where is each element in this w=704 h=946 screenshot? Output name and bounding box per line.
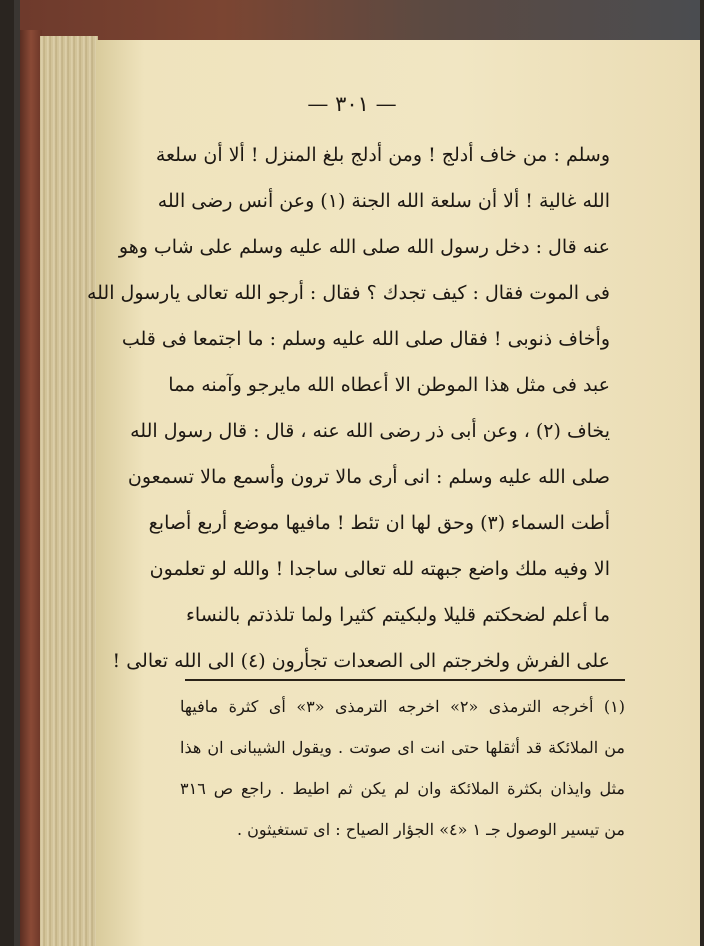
text-line: صلى الله عليه وسلم : انى أرى مالا ترون وأسمع مالا تسمعون	[127, 466, 610, 488]
text-line: فى الموت فقال : كيف تجدك ؟ فقال : أرجو الله تعالى يارسول الله	[86, 282, 610, 304]
text-line: وأخاف ذنوبى ! فقال صلى الله عليه وسلم : ما اجتمعا فى قلب	[121, 328, 610, 350]
text-line: الله غالية ! ألا أن سلعة الله الجنة (١) وعن أنس رضى الله	[157, 190, 610, 212]
book-spine	[20, 30, 42, 946]
footnote-line: من الملائكة قد أثقلها حتى انت اى صوتت . ويقول الشيبانى ان هذا	[180, 738, 625, 757]
text-line: يخاف (٢) ، وعن أبى ذر رضى الله عنه ، قال : قال رسول الله	[130, 420, 610, 442]
footnotes	[180, 686, 625, 850]
text-line: ما أعلم لضحكتم قليلا ولبكيتم كثيرا ولما تلذذتم بالنساء	[186, 604, 610, 626]
text-line: الا وفيه ملك واضع جبهته لله تعالى ساجدا ! والله لو تعلمون	[149, 558, 610, 580]
text-line: عبد فى مثل هذا الموطن الا أعطاه الله مايرجو وآمنه مما	[168, 374, 610, 396]
footnote-line: من تيسير الوصول جـ ١ «٤» الجؤار الصياح : اى تستغيثون .	[236, 820, 625, 839]
footnote-divider	[185, 679, 625, 681]
text-line: عنه قال : دخل رسول الله صلى الله عليه وسلم على شاب وهو	[118, 236, 610, 258]
main-text	[86, 132, 610, 684]
page-edges	[40, 36, 98, 946]
text-line: على الفرش ولخرجتم الى الصعدات تجأرون (٤) الى الله تعالى !	[112, 650, 610, 672]
footnote-line: (١) أخرجه الترمذى «٢» اخرجه الترمذى «٣» أى كثرة مافيها	[180, 697, 625, 716]
page-number: — ٣٠١ —	[307, 92, 397, 116]
text-line: وسلم : من خاف أدلج ! ومن أدلج بلغ المنزل ! ألا أن سلعة	[155, 144, 610, 166]
footnote-line: مثل وايذان بكثرة الملائكة وان لم يكن ثم اطيط . راجع ص ٣١٦	[180, 779, 625, 798]
text-line: أطت السماء (٣) وحق لها ان تئط ! مافيها موضع أربع أصابع	[148, 512, 610, 534]
